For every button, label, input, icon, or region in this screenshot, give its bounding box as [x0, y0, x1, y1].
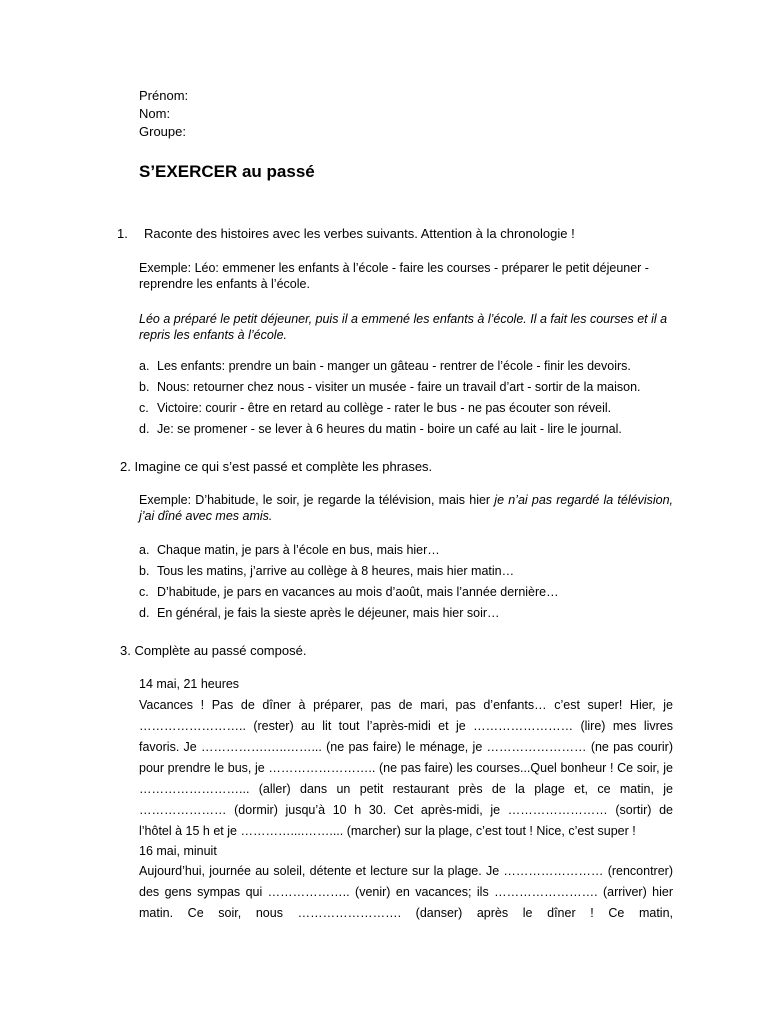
list-item	[139, 605, 559, 626]
section1-example: Exemple: Léo: emmener les enfants à l’école - faire les courses - préparer le petit déjeuner - reprendre les enfants à l’école.	[139, 261, 649, 291]
item-text: Je: se promener - se lever à 6 heures du matin - boire un café au lait - lire le journal.	[157, 422, 622, 436]
diary-paragraph-1: Vacances ! Pas de dîner à préparer, pas de mari, pas d’enfants… c’est super! Hier, je …………………….. (rester) au lit tout l’après-midi et je …………………… (lire) mes livres favoris. Je …………….…..……... (ne pas faire) le ménage, je …………………… (ne pas courir) pour prendre le bus, je …………………….. (ne pas faire) les courses...Quel bonheur ! Ce soir, je ……………………... (aller) dans un petit restaurant près de la plage et, ce matin, je ………………… (dormir) jusqu’à 10 h 30. Cet après-midi, je …………………… (sortir) de	[139, 698, 673, 817]
list-item	[139, 400, 641, 421]
list-item	[139, 421, 641, 442]
section2-list	[139, 542, 559, 626]
section2-example	[139, 492, 673, 524]
item-text: D’habitude, je pars en vacances au mois d’août, mais l’année dernière…	[157, 585, 559, 599]
list-item	[139, 584, 559, 605]
section1-list	[139, 358, 641, 442]
diary-date-1: 14 mai, 21 heures	[139, 677, 240, 691]
item-text: Victoire: courir - être en retard au collège - rater le bus - ne pas écouter son réveil.	[157, 401, 612, 415]
section2-example-answer: je n’ai pas regardé la télévision, j’ai dîné avec mes amis.	[139, 493, 673, 523]
section3-heading: 3. Complète au passé composé.	[120, 643, 307, 658]
list-item	[139, 358, 641, 379]
item-letter: a.	[139, 359, 150, 373]
item-text: Nous: retourner chez nous - visiter un musée - faire un travail d’art - sortir de la maison.	[157, 380, 641, 394]
item-text: Tous les matins, j’arrive au collège à 8 heures, mais hier matin…	[157, 564, 515, 578]
diary-paragraph-1-end: l’hôtel à 15 h et je …………....…….... (marcher) sur la plage, c’est tout ! Nice, c’est super !	[139, 824, 636, 838]
section2-example-text: Exemple: D’habitude, le soir, je regarde la télévision, mais hier	[139, 493, 495, 507]
section2-heading: 2. Imagine ce qui s’est passé et complète les phrases.	[120, 459, 433, 474]
item-text: Chaque matin, je pars à l’école en bus, mais hier…	[157, 543, 440, 557]
item-letter: b.	[139, 564, 150, 578]
list-item	[139, 563, 559, 584]
item-letter: d.	[139, 606, 150, 620]
item-text: Les enfants: prendre un bain - manger un gâteau - rentrer de l’école - finir les devoirs.	[157, 359, 631, 373]
prenom-label: Prénom:	[139, 88, 189, 103]
section1-instruction: Raconte des histoires avec les verbes suivants. Attention à la chronologie !	[144, 226, 575, 241]
nom-label: Nom:	[139, 106, 171, 121]
page-title: S’EXERCER au passé	[139, 162, 315, 181]
list-item	[139, 379, 641, 400]
item-letter: c.	[139, 585, 149, 599]
section1-example-answer: Léo a préparé le petit déjeuner, puis il a emmené les enfants à l’école. Il a fait les courses et il a repris les enfants à l’école.	[139, 312, 668, 342]
item-letter: a.	[139, 543, 150, 557]
diary-date-2: 16 mai, minuit	[139, 844, 217, 858]
item-letter: c.	[139, 401, 149, 415]
item-letter: d.	[139, 422, 150, 436]
groupe-label: Groupe:	[139, 124, 186, 139]
list-item	[139, 542, 559, 563]
item-letter: b.	[139, 380, 150, 394]
item-text: En général, je fais la sieste après le déjeuner, mais hier soir…	[157, 606, 500, 620]
student-info	[139, 87, 188, 141]
section1-number: 1.	[117, 226, 128, 241]
diary-paragraph-2: Aujourd’hui, journée au soleil, détente et lecture sur la plage. Je …………………… (rencontrer) des gens sympas qui ……………….. (venir) en vacances; ils ……………………. (arriver) hier matin. Ce soir, nous ……………………. (danser) après le dîner ! Ce matin,	[139, 864, 673, 920]
section1-heading	[117, 226, 575, 241]
